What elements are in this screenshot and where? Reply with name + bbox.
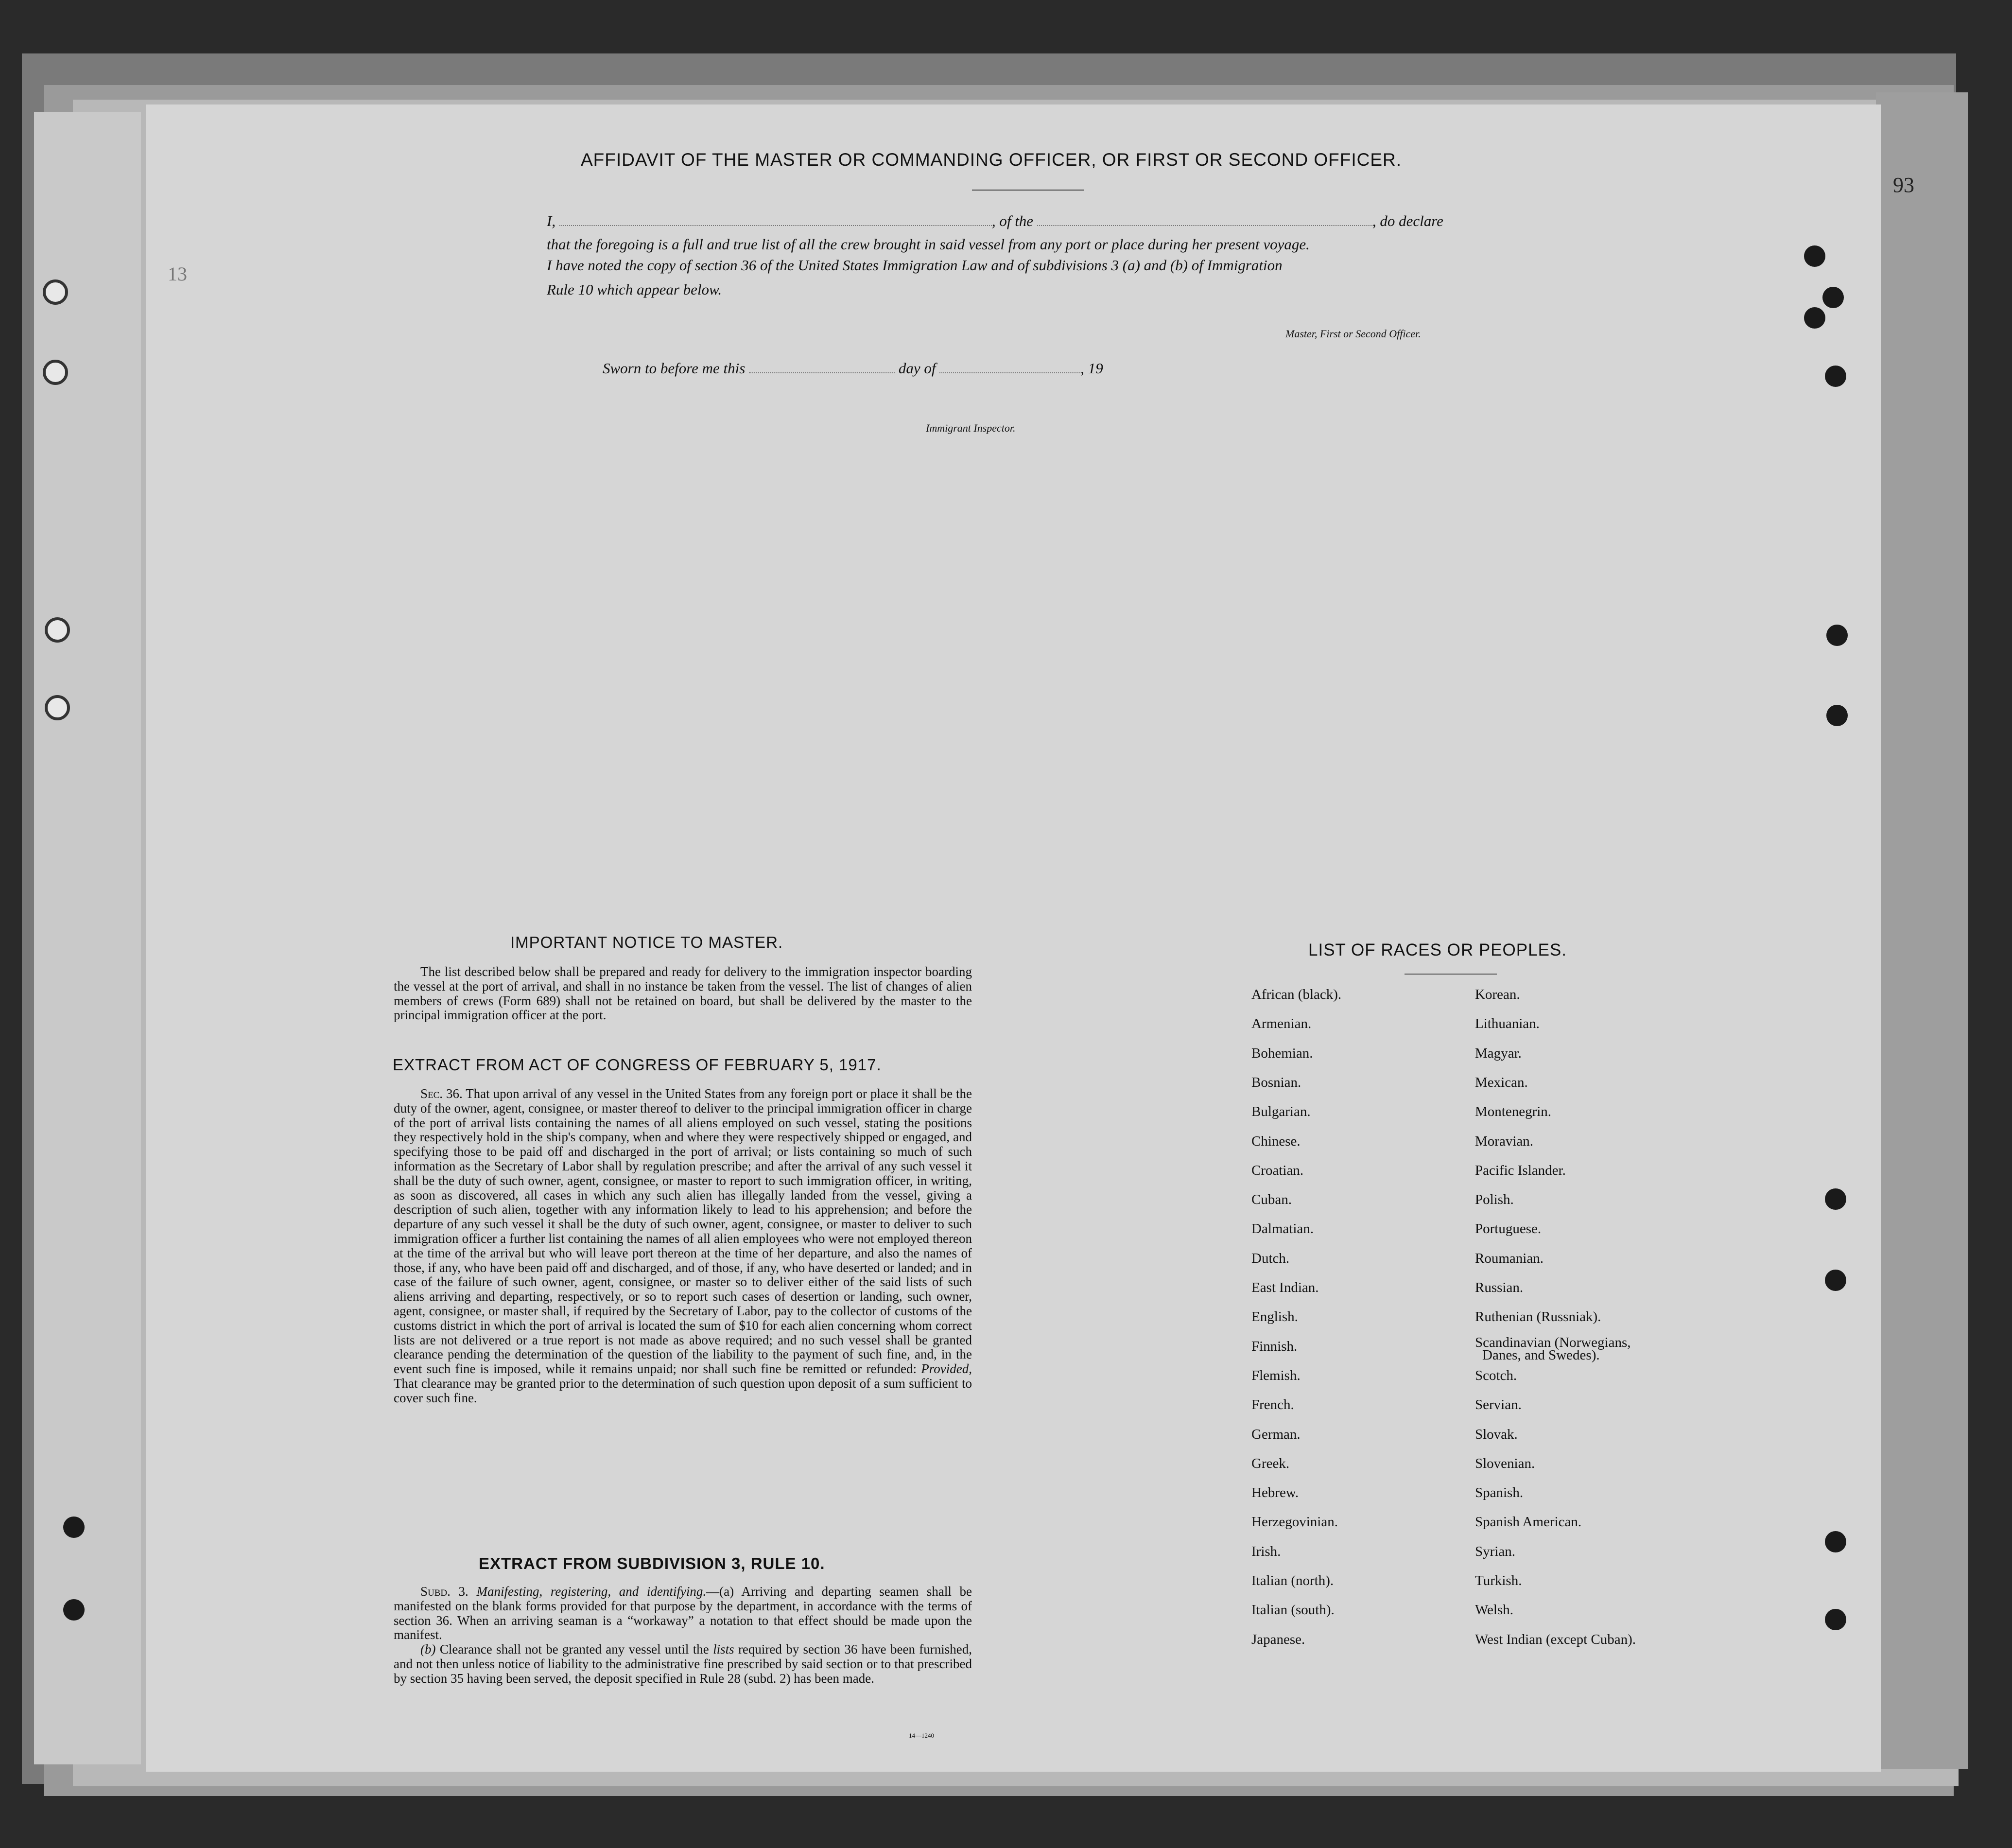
race-item: Armenian.	[1251, 1016, 1312, 1032]
race-item: Bosnian.	[1251, 1074, 1301, 1090]
binder-hole	[45, 695, 70, 720]
race-item: Italian (north).	[1251, 1573, 1334, 1588]
sworn-label: Sworn to before me this	[603, 360, 746, 377]
subd-heading: Manifesting, registering, and identifying.	[476, 1584, 707, 1599]
page-number: 93	[1893, 173, 1914, 197]
affidavit-title: AFFIDAVIT OF THE MASTER OR COMMANDING OFFICER, OR FIRST OR SECOND OFFICER.	[581, 150, 1402, 170]
sworn-line	[603, 360, 1103, 377]
punch-hole	[1826, 705, 1848, 726]
name-blank[interactable]	[559, 225, 992, 226]
act-text: That upon arrival of any vessel in the United States from any foreign port or place it shall be the duty of the owner, agent, consignee, or master thereof to deliver to the principal immigration officer in charge of the port of arrival lists containing the names of all aliens employed on such vessel, stating the positions they respectively hold in the ship's company, when and where they were respectively shipped or engaged, and specifying those to be paid off and discharged in the port of arrival; or lists containing so much of such information as the Secretary of Labor shall by regulation prescribe; and after the arrival of any such vessel it shall be the duty of such owner, agent, consignee, or master to report to such immigration officer, in writing, as soon as discovered, all cases in which any such alien has illegally landed from the vessel, giving a description of such alien, together with any information likely to lead to his apprehension; and before the departure of any such vessel it shall be the duty of such owner, agent, consignee, or master to deliver to such immigration officer a further list containing the names of all alien employees who were not employed thereon at the time of the arrival but who will leave port thereon at the time of her departure, and also the names of those, if any, who have been paid off and discharged, and of those, if any, who have deserted or landed; and in case of the failure of such owner, agent, consignee, or master so to deliver either of the said lists of such aliens arriving and departing, respectively, or so to report such cases of desertion or landing, such owner, agent, consignee, or master shall, if required by the Secretary of Labor, pay to the collector of customs of the customs district in which the port of arrival is located the sum of $10 for each alien concerning whom correct lists are not delivered or a true report is not made as above required; and no such vessel shall be granted clearance pending the determination of the question of the liability to the payment of such fine, and, in the event such fine is imposed, while it remains unpaid; nor shall such fine be remitted or refunded:	[394, 1086, 972, 1377]
races-rule	[1405, 974, 1497, 975]
race-item: Montenegrin.	[1475, 1104, 1552, 1120]
a-text: Arriving and departing seamen shall be manifested on the blank forms provided for that purpose by the department, in accordance with the terms of section 36. When an arriving seaman is a “workaway” a notation to that effect should be made upon the manifest.	[394, 1584, 972, 1642]
of-the-label: , of the	[991, 212, 1034, 229]
race-item: Ruthenian (Russniak).	[1475, 1309, 1601, 1325]
race-item: African (black).	[1251, 987, 1342, 1002]
margin-mark: 13	[168, 263, 187, 285]
year-label: , 19	[1080, 360, 1103, 377]
month-blank[interactable]	[939, 372, 1080, 373]
punch-hole	[1825, 366, 1846, 387]
race-item: Moravian.	[1475, 1133, 1533, 1149]
race-item: Servian.	[1475, 1397, 1522, 1413]
binder-hole	[43, 360, 68, 385]
affidavit-line-4: Rule 10 which appear below.	[547, 281, 722, 298]
binder-hole	[63, 1517, 85, 1538]
race-item: Korean.	[1475, 987, 1520, 1002]
race-item: German.	[1251, 1426, 1301, 1442]
race-item: Irish.	[1251, 1543, 1281, 1559]
race-item: Dalmatian.	[1251, 1221, 1314, 1237]
race-item: Scotch.	[1475, 1367, 1517, 1383]
b-text-2: required by section 36 have been furnished, and not then unless notice of liability to the administrative fine prescribed by said section or to that prescribed by section 35 having been served, the deposit specified in Rule 28 (subd. 2) has been made.	[394, 1642, 972, 1686]
race-item: English.	[1251, 1309, 1298, 1325]
punch-hole	[1825, 1270, 1846, 1291]
race-item: Mexican.	[1475, 1074, 1528, 1090]
act-text-end: That clearance may be granted prior to the determination of such question upon deposit of a sum sufficient to cover such fine.	[394, 1376, 972, 1405]
race-item: Magyar.	[1475, 1045, 1522, 1061]
race-item: Slovenian.	[1475, 1455, 1535, 1471]
form-number: 14—1240	[909, 1732, 934, 1739]
race-item: Herzegovinian.	[1251, 1514, 1338, 1530]
binder-hole	[43, 279, 68, 305]
race-item: Spanish.	[1475, 1485, 1524, 1501]
punch-hole	[1825, 1188, 1846, 1210]
b-lists: lists	[713, 1642, 734, 1657]
race-item: Portuguese.	[1475, 1221, 1542, 1237]
race-item: Flemish.	[1251, 1367, 1301, 1383]
punch-hole	[1804, 307, 1825, 329]
race-item: Italian (south).	[1251, 1602, 1335, 1618]
affidavit-line-2: that the foregoing is a full and true list of all the crew brought in said vessel from any port or place during her present voyage.	[547, 236, 1310, 253]
races-title: LIST OF RACES OR PEOPLES.	[1308, 941, 1567, 959]
document-page	[146, 105, 1881, 1772]
subd-label: Subd. 3.	[420, 1584, 468, 1599]
race-item: Finnish.	[1251, 1338, 1298, 1354]
i-label: I,	[547, 212, 556, 229]
rule-extract-paragraph	[394, 1585, 972, 1686]
race-item: Syrian.	[1475, 1543, 1515, 1559]
do-declare-label: , do declare	[1372, 212, 1443, 229]
provided-label: Provided,	[921, 1361, 972, 1377]
title-rule	[972, 190, 1084, 191]
race-item: Russian.	[1475, 1280, 1524, 1295]
a-label: —(a)	[706, 1584, 734, 1599]
punch-hole	[1826, 625, 1848, 646]
punch-hole	[1825, 1609, 1846, 1630]
punch-hole	[1822, 287, 1844, 308]
race-item: Dutch.	[1251, 1250, 1290, 1266]
race-item: Cuban.	[1251, 1192, 1292, 1208]
race-item: East Indian.	[1251, 1280, 1319, 1295]
rule-extract-title: EXTRACT FROM SUBDIVISION 3, RULE 10.	[479, 1554, 825, 1572]
race-item: Polish.	[1475, 1192, 1514, 1208]
right-binding-strip	[1876, 92, 1968, 1769]
race-item: Turkish.	[1475, 1573, 1522, 1588]
b-label: (b)	[420, 1642, 436, 1657]
race-item: French.	[1251, 1397, 1294, 1413]
affidavit-line-1	[547, 212, 1443, 230]
race-item: Bohemian.	[1251, 1045, 1313, 1061]
race-item-continuation: Danes, and Swedes).	[1482, 1347, 1600, 1363]
race-item: Hebrew.	[1251, 1485, 1299, 1501]
race-item: Pacific Islander.	[1475, 1162, 1566, 1178]
day-of-label: day of	[898, 360, 936, 377]
vessel-blank[interactable]	[1037, 225, 1372, 226]
race-item: Welsh.	[1475, 1602, 1514, 1618]
act-extract-title: EXTRACT FROM ACT OF CONGRESS OF FEBRUARY 5, 1917.	[393, 1056, 882, 1074]
affidavit-line-3: I have noted the copy of section 36 of the United States Immigration Law and of subdivisions 3 (a) and (b) of Immigration	[547, 257, 1283, 274]
race-item: Slovak.	[1475, 1426, 1518, 1442]
signature-caption: Master, First or Second Officer.	[1285, 328, 1421, 340]
race-item: West Indian (except Cuban).	[1475, 1631, 1636, 1647]
race-item: Lithuanian.	[1475, 1016, 1540, 1032]
punch-hole	[1825, 1531, 1846, 1552]
notice-paragraph	[394, 965, 972, 1023]
race-item: Spanish American.	[1475, 1514, 1582, 1530]
race-item: Japanese.	[1251, 1631, 1305, 1647]
inspector-caption: Immigrant Inspector.	[926, 422, 1016, 434]
sec-label: Sec. 36.	[420, 1086, 463, 1101]
race-item: Greek.	[1251, 1455, 1290, 1471]
race-item: Chinese.	[1251, 1133, 1301, 1149]
act-extract-paragraph	[394, 1087, 972, 1406]
left-binding-strip	[34, 112, 141, 1764]
binder-hole	[63, 1599, 85, 1621]
b-text-1: Clearance shall not be granted any vessel until the	[439, 1642, 709, 1657]
punch-hole	[1804, 245, 1825, 267]
race-item: Roumanian.	[1475, 1250, 1544, 1266]
notice-title: IMPORTANT NOTICE TO MASTER.	[510, 933, 783, 951]
day-blank[interactable]	[749, 372, 895, 373]
race-item: Scandinavian (Norwegians,	[1475, 1334, 1631, 1350]
binder-hole	[45, 617, 70, 643]
race-item: Croatian.	[1251, 1162, 1304, 1178]
notice-text: The list described below shall be prepared and ready for delivery to the immigration inspector boarding the vessel at the port of arrival, and shall in no instance be taken from the vessel. The list of changes of alien members of crews (Form 689) shall not be retained on board, but shall be delivered by the master to the principal immigration officer at the port.	[394, 964, 972, 1023]
race-item: Bulgarian.	[1251, 1104, 1311, 1120]
